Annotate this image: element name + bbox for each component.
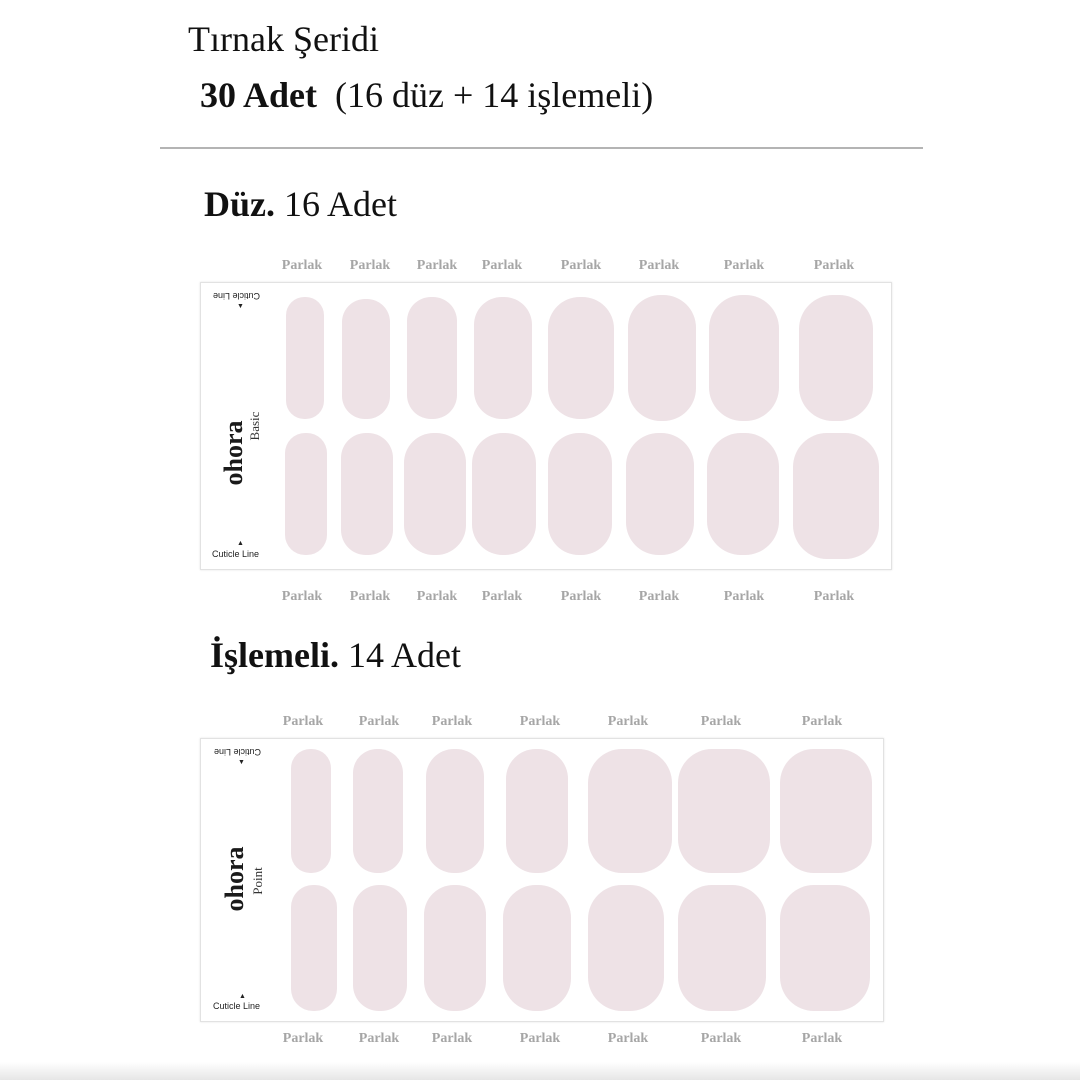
finish-label: Parlak	[358, 1031, 400, 1046]
finish-label: Parlak	[416, 258, 458, 273]
finish-label: Parlak	[560, 258, 602, 273]
nail-bottom-5	[548, 433, 612, 555]
product-line-label: Point	[250, 867, 265, 895]
nail-top-8	[799, 295, 873, 421]
cuticle-line-label-bottom: Cuticle Line	[213, 1001, 261, 1011]
finish-label: Parlak	[560, 589, 602, 604]
finish-label: Parlak	[813, 258, 855, 273]
finish-label: Parlak	[607, 714, 649, 729]
finish-label: Parlak	[349, 258, 391, 273]
nail-top-6	[678, 749, 770, 873]
finish-label: Parlak	[723, 258, 765, 273]
nail-bottom-6	[626, 433, 694, 555]
nail-top-5	[548, 297, 614, 419]
nail-bottom-4	[472, 433, 536, 555]
finish-label: Parlak	[282, 714, 324, 729]
nail-top-3	[426, 749, 484, 873]
finish-label: Parlak	[801, 714, 843, 729]
finish-label: Parlak	[519, 1031, 561, 1046]
finish-label: Parlak	[349, 589, 391, 604]
nail-top-2	[353, 749, 403, 873]
nail-sheet-decorated	[200, 738, 884, 1022]
divider	[160, 147, 923, 149]
finish-label: Parlak	[607, 1031, 649, 1046]
nail-bottom-3	[424, 885, 486, 1011]
section-title-decorated-count: 14 Adet	[347, 635, 461, 675]
nail-top-1	[286, 297, 324, 419]
finish-label: Parlak	[281, 258, 323, 273]
finish-label: Parlak	[416, 589, 458, 604]
nail-top-3	[407, 297, 457, 419]
finish-label: Parlak	[358, 714, 400, 729]
nail-bottom-6	[678, 885, 766, 1011]
finish-label: Parlak	[700, 714, 742, 729]
nail-bottom-5	[588, 885, 664, 1011]
nail-bottom-2	[353, 885, 407, 1011]
finish-label: Parlak	[638, 589, 680, 604]
piece-count	[200, 74, 653, 116]
nail-sheet-plain	[200, 282, 892, 570]
cuticle-arrow-bottom: ▲	[239, 992, 246, 1000]
nail-top-2	[342, 299, 390, 419]
nail-bottom-1	[291, 885, 337, 1011]
finish-label: Parlak	[638, 258, 680, 273]
cuticle-line-label-top: Cuticle Line	[214, 747, 262, 757]
finish-label: Parlak	[801, 1031, 843, 1046]
nail-top-5	[588, 749, 672, 873]
section-title-plain	[204, 183, 397, 225]
piece-count-total: 30 Adet	[200, 75, 317, 115]
cuticle-arrow-top: ▼	[238, 758, 245, 766]
piece-count-detail: (16 düz + 14 işlemeli)	[335, 75, 654, 115]
cuticle-arrow-top: ▼	[237, 302, 244, 310]
nail-bottom-1	[285, 433, 327, 555]
brand-logo: ohora	[219, 420, 248, 486]
product-line-label: Basic	[247, 411, 262, 441]
section-title-decorated	[210, 634, 461, 676]
brand-logo: ohora	[220, 846, 249, 912]
finish-label: Parlak	[700, 1031, 742, 1046]
nail-bottom-2	[341, 433, 393, 555]
nail-bottom-3	[404, 433, 466, 555]
nail-bottom-8	[793, 433, 879, 559]
finish-label: Parlak	[481, 589, 523, 604]
cuticle-line-label-bottom: Cuticle Line	[212, 549, 260, 559]
finish-label: Parlak	[813, 589, 855, 604]
section-title-plain-bold: Düz.	[204, 184, 275, 224]
finish-label: Parlak	[519, 714, 561, 729]
cuticle-line-label-top: Cuticle Line	[213, 291, 261, 301]
nail-top-7	[709, 295, 779, 421]
nail-top-4	[474, 297, 532, 419]
finish-label: Parlak	[431, 1031, 473, 1046]
finish-label: Parlak	[723, 589, 765, 604]
finish-label: Parlak	[431, 714, 473, 729]
cuticle-arrow-bottom: ▲	[237, 539, 244, 547]
nail-bottom-7	[780, 885, 870, 1011]
section-title-plain-count: 16 Adet	[284, 184, 397, 224]
nail-top-4	[506, 749, 568, 873]
nail-top-6	[628, 295, 696, 421]
nail-top-1	[291, 749, 331, 873]
bottom-fade	[0, 1062, 1080, 1080]
nail-bottom-4	[503, 885, 571, 1011]
section-title-decorated-bold: İşlemeli.	[210, 635, 339, 675]
page-title: Tırnak Şeridi	[188, 19, 379, 59]
nail-top-7	[780, 749, 872, 873]
finish-label: Parlak	[282, 1031, 324, 1046]
nail-bottom-7	[707, 433, 779, 555]
finish-label: Parlak	[281, 589, 323, 604]
finish-label: Parlak	[481, 258, 523, 273]
